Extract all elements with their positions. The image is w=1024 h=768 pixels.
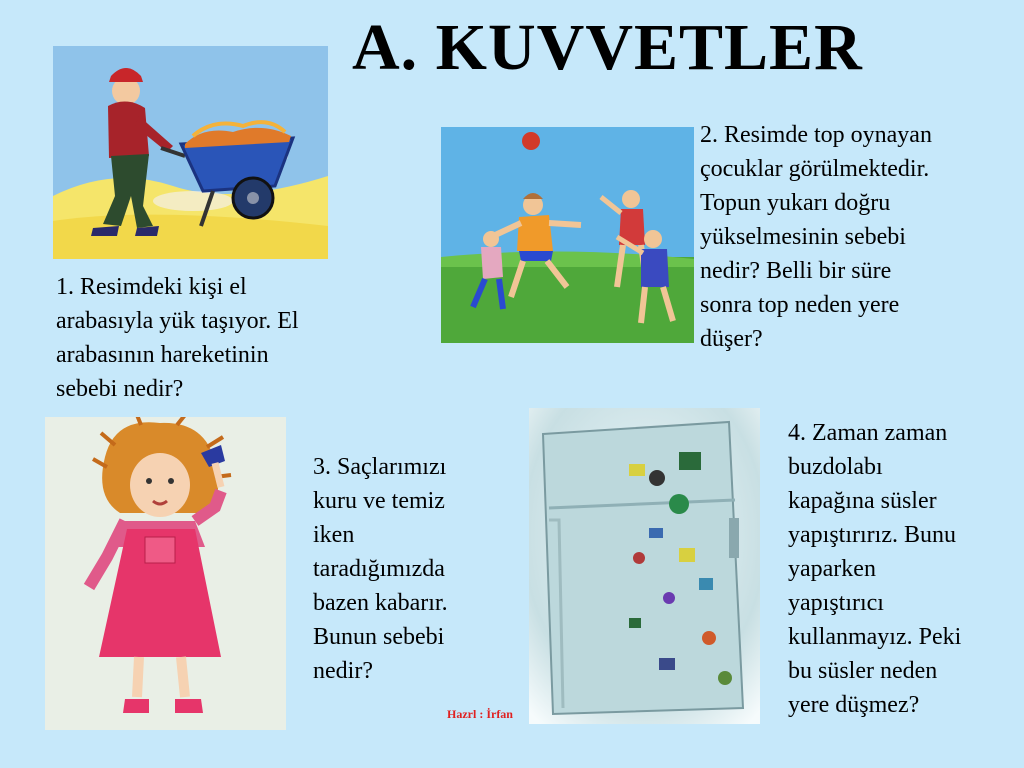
question-3: 3. Saçlarımızı kuru ve temiz iken taradığımızda bazen kabarır. Bunun sebebi nedir?: [313, 454, 448, 684]
question-2: 2. Resimde top oynayan çocuklar görülmektedir. Topun yukarı doğru yükselmesinin sebebi nedir? Belli bir süre sonra top neden yere düşer?: [700, 122, 932, 352]
author-credit: Hazrl : İrfan: [447, 707, 513, 721]
fridge-magnets-photo: [529, 408, 760, 724]
question-4: 4. Zaman zaman buzdolabı kapağına süsler yapıştırırız. Bunu yaparken yapıştırıcı kullanmayız. Peki bu süsler neden yere düşmez?: [788, 420, 962, 718]
wheelbarrow-illustration: [53, 46, 328, 259]
children-ball-illustration: [441, 127, 694, 343]
question-1: 1. Resimdeki kişi el arabasıyla yük taşıyor. El arabasının hareketinin sebebi nedir?: [56, 274, 299, 402]
girl-combing-hair-illustration: [45, 417, 286, 730]
slide-title: A. KUVVETLER: [352, 11, 863, 84]
